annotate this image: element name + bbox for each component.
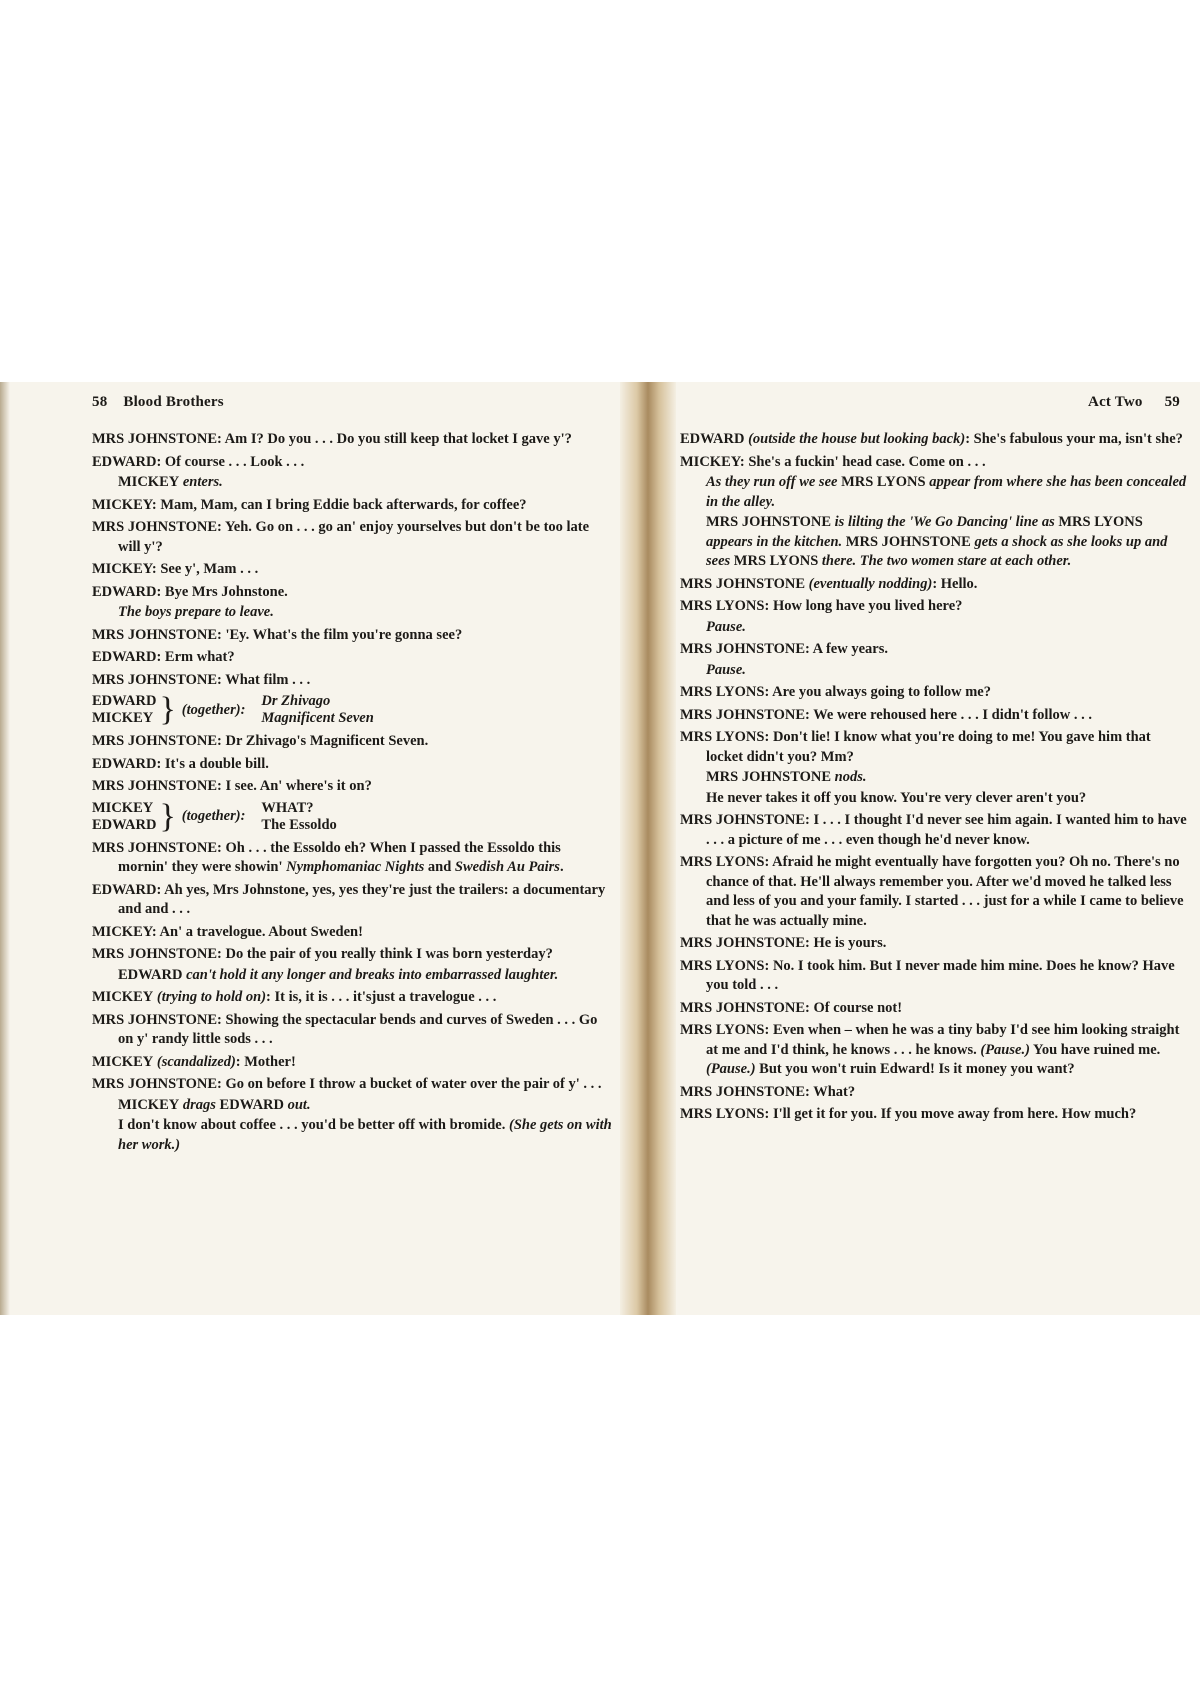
speech-text: : It's a double bill. [156, 755, 269, 772]
together-speakers [92, 693, 156, 727]
speech-line [92, 430, 612, 450]
speech-line [92, 671, 612, 691]
speaker-name: MICKEY [92, 710, 154, 726]
character-name: MICKEY [118, 1096, 180, 1113]
speaker-name: MRS JOHNSTONE [680, 641, 806, 657]
speaker-name: MRS JOHNSTONE [92, 1076, 218, 1092]
brace-glyph: } [159, 797, 176, 835]
stage-direction: MRS JOHNSTONE nods. [706, 769, 867, 785]
inline-direction: (outside the house but looking back) [744, 431, 966, 447]
speech-text: : I see. An' where's it on? [217, 778, 372, 794]
speech-text: : He is yours. [805, 935, 887, 951]
left-page-text [92, 430, 612, 1158]
speech-text: : We were rehoused here . . . I didn't follow . . . [805, 706, 1092, 723]
page-number-left: 58 [92, 394, 108, 410]
speaker-name: MICKEY [92, 561, 152, 577]
speech-text: : Of course not! [805, 999, 903, 1016]
inline-direction: (She gets on with her work.) [118, 1117, 612, 1153]
speaker-name: MRS JOHNSTONE [680, 575, 806, 592]
speech-text: : See y', Mam . . . [151, 561, 259, 577]
speech-text: : Bye Mrs Johnstone. [156, 583, 288, 600]
page-edge-shadow [0, 382, 10, 1315]
speech-line [680, 811, 1190, 850]
speaker-name: MRS LYONS [680, 684, 765, 700]
speaker-name: MICKEY [92, 496, 152, 513]
speaker-name: MRS JOHNSTONE [92, 946, 218, 962]
speech-line [680, 597, 1190, 617]
speech-text: : I . . . I thought I'd never see him again. I wanted him to have . . . a picture of me . . . even though he'd never know. [706, 812, 1187, 848]
speaker-name: MICKEY [92, 989, 154, 1005]
speech-text: : Showing the spectacular bends and curves of Sweden . . . Go on y' randy little sods . . . [118, 1011, 598, 1047]
speech-line [680, 453, 1190, 473]
speaker-name: EDWARD [92, 693, 157, 709]
speech-text: : Don't lie! I know what you're doing to me! You gave him that locket didn't you? Mm? [706, 729, 1151, 765]
speech-text: : Do the pair of you really think I was born yesterday? [217, 946, 553, 962]
speech-line [92, 881, 612, 920]
together-lines [261, 693, 373, 727]
speech-line [680, 575, 1190, 595]
speaker-name: EDWARD [680, 431, 745, 447]
speech-line [92, 560, 612, 580]
character-name: MRS LYONS [733, 553, 819, 569]
stage-direction: As they run off we see MRS LYONS appear from where she has been concealed in the alley. [706, 474, 1187, 510]
inline-direction: (eventually nodding) [805, 575, 933, 592]
speaker-name: MRS JOHNSTONE [680, 935, 806, 951]
speech-line [92, 1075, 612, 1095]
speech-text: : Are you always going to follow me? [764, 684, 991, 700]
speaker-name: EDWARD [92, 816, 157, 833]
stage-direction: MICKEY enters. [118, 474, 223, 490]
character-name: MICKEY [118, 474, 180, 490]
speech-text: : Dr Zhivago's Magnificent Seven. [217, 733, 429, 749]
book-gutter [620, 382, 676, 1315]
speech-text: Magnificent Seven [261, 710, 374, 726]
speaker-name: MICKEY [92, 799, 154, 816]
speech-line [92, 732, 612, 752]
inline-direction: (trying to hold on) [153, 989, 267, 1005]
speech-line: MRS JOHNSTONE: Oh . . . the Essoldo eh? When I passed the Essoldo this mornin' they were showin' Nymphomaniac Nights and Swedish Au Pairs. [92, 839, 564, 875]
stage-direction: EDWARD can't hold it any longer and breaks into embarrassed laughter. [118, 966, 559, 983]
speaker-name: MRS LYONS [680, 729, 765, 745]
page-number-right: 59 [1164, 394, 1180, 410]
speech-text: : Am I? Do you . . . Do you still keep that locket I gave y'? [217, 431, 572, 447]
speech-line [680, 706, 1190, 726]
speech-line [92, 1053, 612, 1073]
speech-line [92, 518, 612, 557]
speaker-name: MRS JOHNSTONE [92, 671, 218, 688]
inline-direction: (Pause.) [706, 1061, 756, 1077]
speech-line [680, 1105, 1190, 1125]
speech-text: : She's fabulous your ma, isn't she? [965, 431, 1183, 447]
together-speech [92, 693, 612, 727]
speech-line [92, 496, 612, 516]
speech-line [92, 626, 612, 646]
speech-line [680, 957, 1190, 996]
speech-line [680, 934, 1190, 954]
speech-text: : No. I took him. But I never made him mine. Does he know? Have you told . . . [706, 957, 1175, 993]
speaker-name: MRS JOHNSTONE [92, 839, 218, 856]
speech-line [92, 945, 612, 965]
speaker-name: MRS JOHNSTONE [92, 733, 218, 749]
speaker-name: MRS JOHNSTONE [92, 778, 218, 794]
speech-text: : Afraid he might eventually have forgotten you? Oh no. There's no chance of that. He'll always remember you. After we'd moved he talked less and less of you and your family. I started . . . just for a while I came to believe that he was actually mine. [706, 854, 1184, 929]
speech-text: : Yeh. Go on . . . go an' enjoy yourselves but don't be too late will y'? [118, 519, 590, 555]
film-title: Nymphomaniac Nights [286, 859, 425, 875]
speech-text: I don't know about coffee . . . you'd be better off with bromide. [118, 1117, 509, 1133]
speech-line [92, 755, 612, 775]
speaker-name: MRS LYONS [680, 1106, 765, 1122]
speaker-name: EDWARD [92, 453, 157, 470]
film-title: Swedish Au Pairs [454, 859, 560, 875]
right-running-head [1088, 394, 1180, 411]
speech-line [92, 923, 612, 943]
speech-continuation: He never takes it off you know. You're very clever aren't you? [706, 789, 1087, 806]
speech-text: : What film . . . [217, 671, 311, 688]
character-name: MRS LYONS [841, 474, 926, 490]
together-tag: (together): [181, 808, 246, 824]
brace-glyph: } [159, 691, 176, 728]
character-name: EDWARD [219, 1096, 284, 1113]
speaker-name: EDWARD [92, 881, 157, 898]
speech-text: Dr Zhivago [261, 693, 331, 709]
speaker-name: MRS LYONS [680, 598, 765, 614]
speech-text: : I'll get it for you. If you move away from here. How much? [764, 1106, 1137, 1122]
inline-direction: (Pause.) [980, 1041, 1030, 1058]
speaker-name: MRS JOHNSTONE [92, 519, 218, 535]
speaker-name: MICKEY [92, 1053, 154, 1070]
speech-text: The Essoldo [261, 816, 337, 833]
together-tag: (together): [181, 701, 246, 718]
speaker-name: MRS LYONS [680, 1022, 765, 1038]
speech-line [680, 430, 1190, 450]
right-page-text [680, 430, 1190, 1128]
right-page [680, 382, 1190, 1315]
speech-text: : Ah yes, Mrs Johnstone, yes, yes they're just the trailers: a documentary and and . . . [118, 881, 606, 917]
speaker-name: MRS JOHNSTONE [680, 706, 806, 723]
character-name: EDWARD [118, 966, 183, 983]
speech-text: : A few years. [805, 641, 888, 657]
speech-text: : What? [805, 1083, 856, 1100]
speech-line [680, 728, 1190, 767]
act-label: Act Two [1088, 394, 1143, 410]
speech-text: : Mam, Mam, can I bring Eddie back afterwards, for coffee? [151, 496, 527, 513]
speaker-name: MRS JOHNSTONE [680, 812, 806, 828]
together-speech [92, 797, 612, 835]
speech-line [92, 453, 612, 473]
speech-text: : 'Ey. What's the film you're gonna see? [217, 626, 463, 643]
speaker-name: MRS JOHNSTONE [680, 1083, 806, 1100]
speech-text: : Mother! [235, 1053, 296, 1070]
speaker-name: MRS LYONS [680, 854, 765, 870]
speech-line [680, 683, 1190, 703]
together-lines [261, 800, 336, 834]
stage-direction: Pause. [706, 661, 746, 678]
speech-text: WHAT? [261, 799, 314, 816]
speaker-name: MRS JOHNSTONE [680, 999, 806, 1016]
speech-line [92, 1011, 612, 1050]
stage-direction: MRS JOHNSTONE is lilting the 'We Go Dancing' line as MRS LYONS appears in the kitchen. MRS JOHNSTONE gets a shock as she looks up and sees MRS LYONS there. The two women stare at each other. [706, 514, 1168, 569]
speaker-name: EDWARD [92, 583, 157, 600]
speech-text: : It is, it is . . . it'sjust a travelogue . . . [266, 989, 497, 1005]
character-name: MRS JOHNSTONE [706, 514, 832, 530]
character-name: MRS LYONS [1058, 514, 1143, 530]
speech-line [92, 988, 612, 1008]
speaker-name: MRS JOHNSTONE [92, 626, 218, 643]
stage-direction: The boys prepare to leave. [118, 604, 274, 620]
speech-line: MRS LYONS: Even when – when he was a tiny baby I'd see him looking straight at me and I'd think, he knows . . . he knows. (Pause.) You have ruined me. (Pause.) But you won't ruin Edward! Is it money you want? [680, 1022, 1180, 1077]
speech-text: : She's a fuckin' head case. Come on . . . [739, 453, 986, 470]
speaker-name: MRS JOHNSTONE [92, 431, 218, 447]
speech-text: : Hello. [932, 575, 978, 592]
stage-direction: MICKEY drags EDWARD out. [118, 1096, 311, 1113]
speaker-name: MICKEY [680, 453, 740, 470]
speech-line [92, 648, 612, 668]
speaker-name: MICKEY [92, 923, 152, 940]
speaker-name: MRS LYONS [680, 957, 765, 974]
left-running-head [92, 394, 224, 411]
speaker-name: MRS JOHNSTONE [92, 1011, 218, 1028]
speech-line [680, 640, 1190, 660]
character-name: MRS JOHNSTONE [706, 769, 832, 785]
book-title: Blood Brothers [123, 394, 224, 410]
character-name: MRS JOHNSTONE [845, 533, 971, 550]
speech-text: : Of course . . . Look . . . [156, 453, 305, 470]
inline-direction: (scandalized) [153, 1053, 236, 1070]
speech-line [680, 999, 1190, 1019]
speech-text: : How long have you lived here? [764, 598, 963, 614]
speech-text: : An' a travelogue. About Sweden! [151, 923, 363, 940]
speech-line [680, 1083, 1190, 1103]
speech-line [92, 583, 612, 603]
speaker-name: EDWARD [92, 755, 157, 772]
open-book-spread [0, 382, 1200, 1315]
speech-text: : Erm what? [156, 649, 235, 665]
speech-text: : Go on before I throw a bucket of water over the pair of y' . . . [217, 1076, 602, 1092]
together-speakers [92, 800, 156, 834]
left-page [92, 382, 612, 1315]
speaker-name: EDWARD [92, 649, 157, 665]
speech-line [92, 777, 612, 797]
speech-continuation [92, 1116, 612, 1155]
stage-direction: Pause. [706, 618, 746, 635]
speech-line [680, 853, 1190, 931]
